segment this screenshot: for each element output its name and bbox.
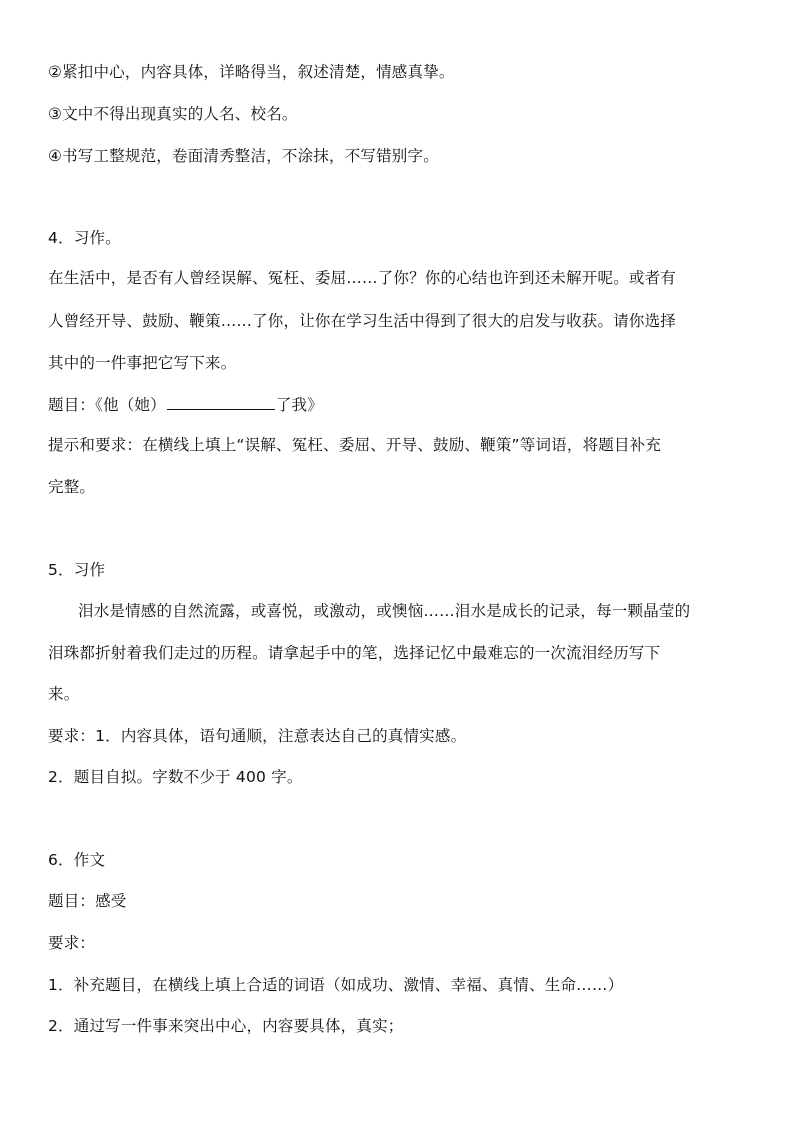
question-4-hint-line: 提示和要求：在横线上填上“误解、冤枉、委屈、开导、鼓励、鞭策”等词语，将题目补充 bbox=[48, 436, 662, 454]
question-4-title bbox=[48, 394, 323, 415]
question-4-hint-line: 完整。 bbox=[48, 478, 96, 496]
fill-in-blank-line bbox=[167, 394, 275, 410]
question-4-prompt-line: 人曾经开导、鼓励、鞭策……了你，让你在学习生活中得到了很大的启发与收获。请你选择 bbox=[48, 312, 677, 330]
question-4-prompt-line: 其中的一件事把它写下来。 bbox=[48, 354, 237, 372]
question-4-prompt-line: 在生活中，是否有人曾经误解、冤枉、委屈……了你？你的心结也许到还未解开呢。或者有 bbox=[48, 269, 677, 287]
requirement-4: ④书写工整规范，卷面清秀整洁，不涂抹，不写错别字。 bbox=[48, 147, 439, 165]
question-4-heading: 4．习作。 bbox=[48, 229, 121, 247]
requirement-2: ②紧扣中心，内容具体，详略得当，叙述清楚，情感真挚。 bbox=[48, 63, 455, 81]
question-6-requirements-label: 要求： bbox=[48, 934, 96, 952]
question-6-requirement-2: 2．通过写一件事来突出中心，内容要具体，真实； bbox=[48, 1017, 404, 1035]
question-5-heading: 5．习作 bbox=[48, 561, 106, 579]
question-6-heading: 6．作文 bbox=[48, 851, 106, 869]
question-5-prompt-line: 来。 bbox=[48, 685, 80, 703]
question-5-prompt-line: 泪水是情感的自然流露，或喜悦，或激动，或懊恼……泪水是成长的记录，每一颗晶莹的 bbox=[78, 602, 691, 620]
title-suffix: 了我》 bbox=[275, 396, 323, 414]
question-5-requirement-1: 要求：1．内容具体，语句通顺，注意表达自己的真情实感。 bbox=[48, 727, 467, 745]
title-prefix: 题目：《他（她） bbox=[48, 396, 166, 414]
question-6-requirement-1: 1．补充题目，在横线上填上合适的词语（如成功、激情、幸福、真情、生命……） bbox=[48, 976, 624, 994]
question-6-title: 题目：感受 bbox=[48, 892, 127, 910]
question-5-requirement-2: 2．题目自拟。字数不少于 400 字。 bbox=[48, 768, 303, 786]
requirement-3: ③文中不得出现真实的人名、校名。 bbox=[48, 105, 298, 123]
question-5-prompt-line: 泪珠都折射着我们走过的历程。请拿起手中的笔，选择记忆中最难忘的一次流泪经历写下 bbox=[48, 644, 661, 662]
